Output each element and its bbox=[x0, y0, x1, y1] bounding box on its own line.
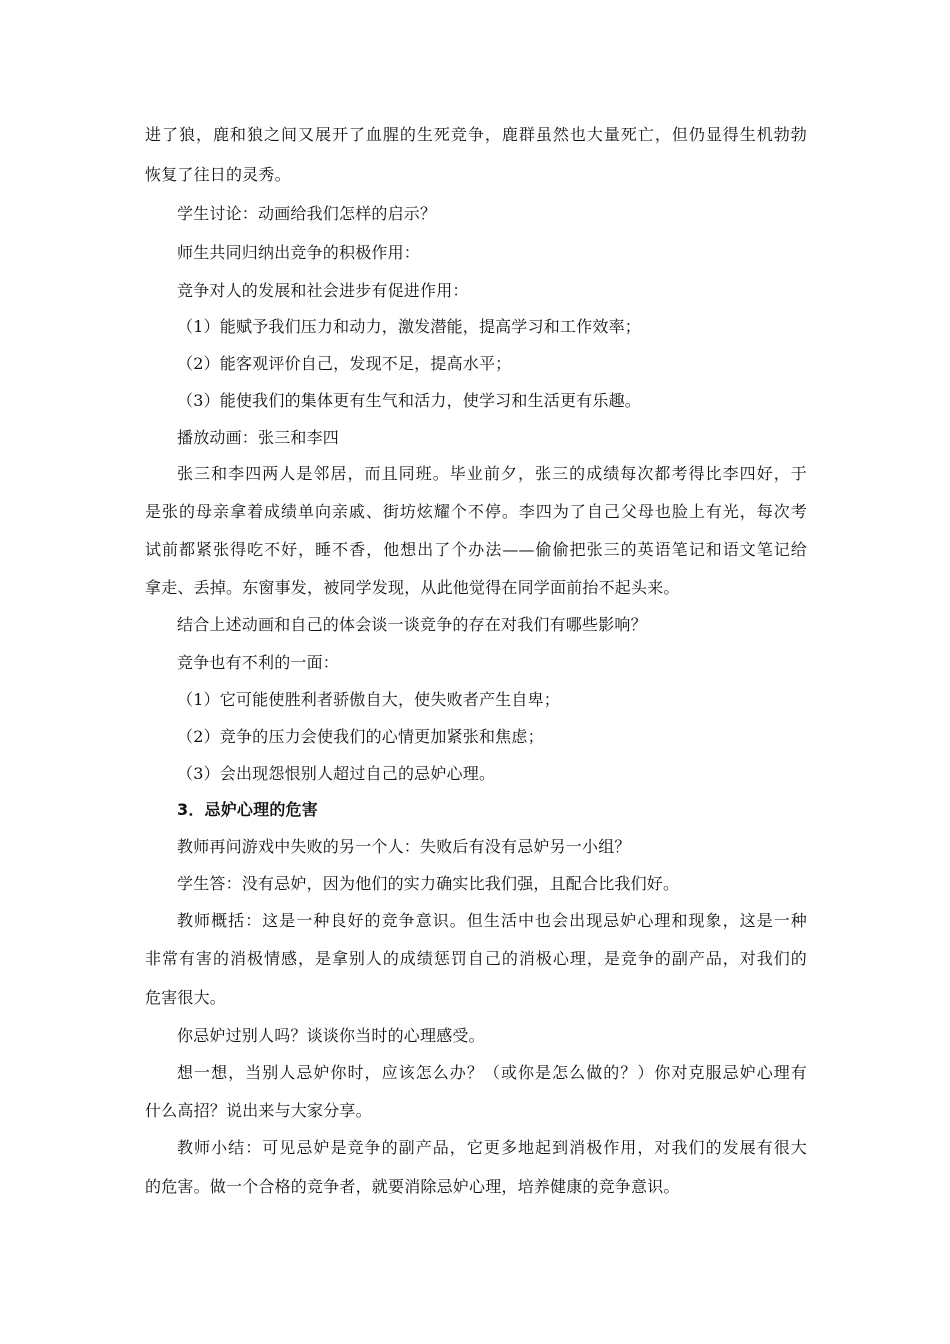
paragraph-line: 播放动画：张三和李四 bbox=[177, 428, 340, 447]
list-item: （3）会出现怨恨别人超过自己的忌妒心理。 bbox=[177, 764, 496, 783]
paragraph-line: 竞争对人的发展和社会进步有促进作用： bbox=[177, 281, 469, 300]
paragraph-line: 想一想，当别人忌妒你时，应该怎么办？（或你是怎么做的？）你对克服忌妒心理有 bbox=[177, 1063, 807, 1082]
paragraph-line: 教师概括：这是一种良好的竞争意识。但生活中也会出现忌妒心理和现象，这是一种 bbox=[177, 911, 807, 930]
section-heading: 3．忌妒心理的危害 bbox=[177, 800, 318, 819]
paragraph-line: 教师小结：可见忌妒是竞争的副产品，它更多地起到消极作用，对我们的发展有很大 bbox=[177, 1138, 807, 1157]
paragraph-line: 危害很大。 bbox=[145, 988, 227, 1007]
paragraph-line: 结合上述动画和自己的体会谈一谈竞争的存在对我们有哪些影响？ bbox=[177, 615, 647, 634]
paragraph-line: 学生讨论：动画给我们怎样的启示？ bbox=[177, 204, 437, 223]
paragraph-line: 教师再问游戏中失败的另一个人：失败后有没有忌妒另一小组？ bbox=[177, 837, 631, 856]
paragraph-line: 拿走、丢掉。东窗事发，被同学发现，从此他觉得在同学面前抬不起头来。 bbox=[145, 578, 680, 597]
paragraph-line: 你忌妒过别人吗？谈谈你当时的心理感受。 bbox=[177, 1026, 485, 1045]
paragraph-line: 师生共同归纳出竞争的积极作用： bbox=[177, 243, 421, 262]
list-item: （1）它可能使胜利者骄傲自大，使失败者产生自卑； bbox=[177, 690, 560, 709]
paragraph-line: 非常有害的消极情感，是拿别人的成绩惩罚自己的消极心理，是竞争的副产品，对我们的 bbox=[145, 949, 807, 968]
paragraph-line: 竞争也有不利的一面： bbox=[177, 653, 340, 672]
paragraph-line: 学生答：没有忌妒，因为他们的实力确实比我们强，且配合比我们好。 bbox=[177, 874, 680, 893]
list-item: （3）能使我们的集体更有生气和活力，使学习和生活更有乐趣。 bbox=[177, 391, 641, 410]
paragraph-line: 试前都紧张得吃不好，睡不香，他想出了个办法——偷偷把张三的英语笔记和语文笔记给 bbox=[145, 540, 807, 559]
list-item: （1）能赋予我们压力和动力，激发潜能，提高学习和工作效率； bbox=[177, 317, 641, 336]
paragraph-line: 的危害。做一个合格的竞争者，就要消除忌妒心理，培养健康的竞争意识。 bbox=[145, 1177, 680, 1196]
list-item: （2）能客观评价自己，发现不足，提高水平； bbox=[177, 354, 512, 373]
paragraph-line: 什么高招？说出来与大家分享。 bbox=[145, 1101, 372, 1120]
paragraph-line: 恢复了往日的灵秀。 bbox=[145, 165, 291, 184]
paragraph-line: 是张的母亲拿着成绩单向亲戚、街坊炫耀个不停。李四为了自己父母也脸上有光，每次考 bbox=[145, 502, 807, 521]
paragraph-line: 进了狼，鹿和狼之间又展开了血腥的生死竞争，鹿群虽然也大量死亡，但仍显得生机勃勃 bbox=[145, 125, 807, 144]
paragraph-line: 张三和李四两人是邻居，而且同班。毕业前夕，张三的成绩每次都考得比李四好，于 bbox=[177, 464, 807, 483]
list-item: （2）竞争的压力会使我们的心情更加紧张和焦虑； bbox=[177, 727, 544, 746]
